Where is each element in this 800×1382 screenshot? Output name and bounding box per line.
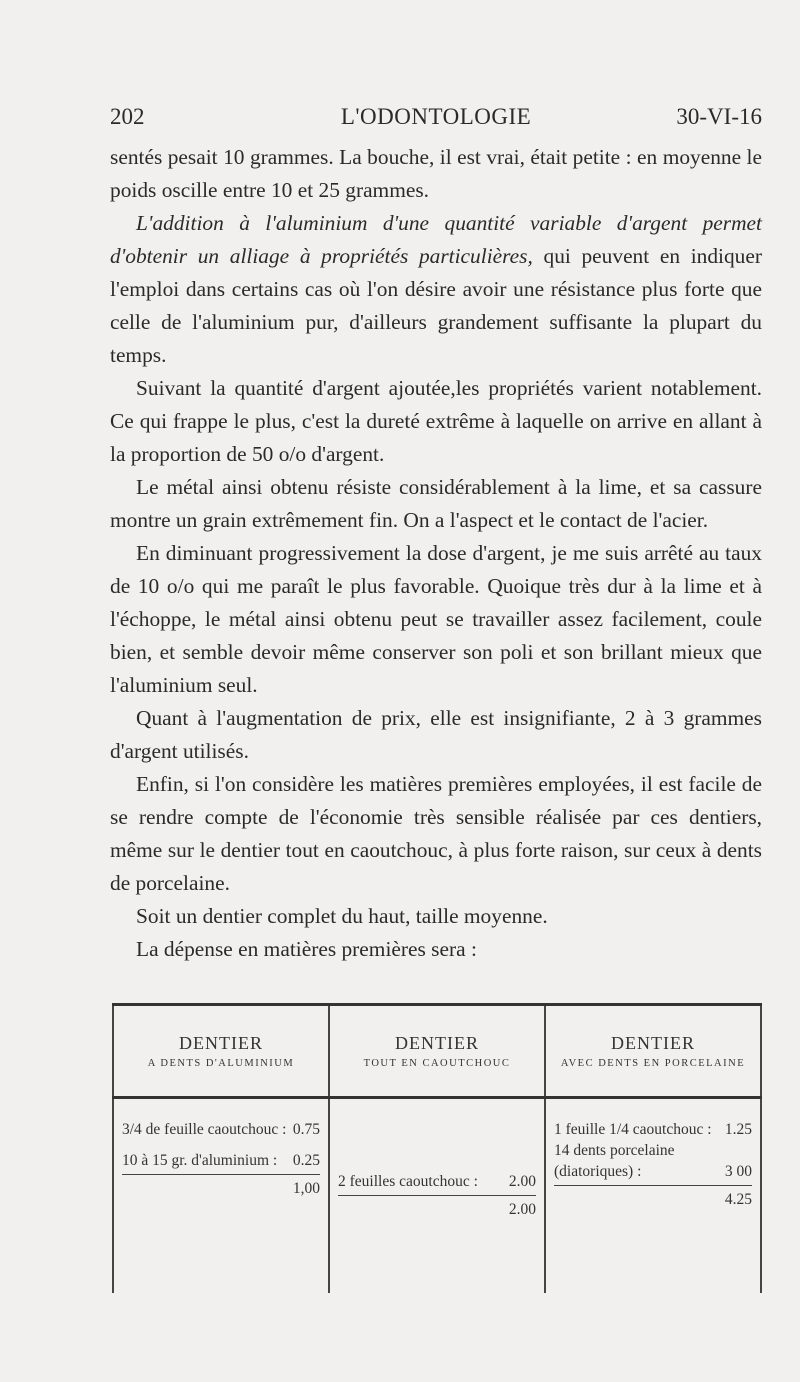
body-text <box>110 141 762 966</box>
materials-cost-table <box>112 1003 762 1293</box>
page-number: 202 <box>110 104 145 129</box>
cost-total: 1,00 <box>122 1174 320 1199</box>
cost-total: 2.00 <box>338 1195 536 1220</box>
paragraph: Soit un dentier complet du haut, taille moyenne. <box>136 904 548 928</box>
cost-line: 1 feuille 1/4 caoutchouc : 1.25 <box>554 1121 752 1138</box>
cost-line: 2 feuilles caoutchouc : 2.00 <box>338 1173 536 1190</box>
paragraph: La dépense en matières premières sera : <box>136 937 477 961</box>
italic-phrase: L'addition à l'aluminium d'une quantité variable d'argent permet d'obtenir un alliage à propriétés particulières, <box>110 211 762 268</box>
page-header <box>110 104 762 140</box>
paragraph: sentés pesait 10 grammes. La bouche, il est vrai, était petite : en moyenne le poids oscille entre 10 et 25 grammes. <box>110 145 762 202</box>
column-header: DENTIER A DENTS D'ALUMINIUM <box>113 1005 329 1098</box>
cost-total: 4.25 <box>554 1185 752 1210</box>
table-cell <box>113 1098 329 1294</box>
paragraph: L'addition à l'aluminium d'une quantité variable d'argent permet d'obtenir un alliage à propriétés particulières, qui peuvent en indiquer l'emploi dans certains cas où l'on désire avoir une résistance plus forte que celle de l'aluminium pur, d'ailleurs grandement suffisante la plupart du temps. <box>110 211 762 367</box>
paragraph: Enfin, si l'on considère les matières premières employées, il est facile de se rendre compte de l'économie très sensible réalisée par ces dentiers, même sur le dentier tout en caoutchouc, à plus forte raison, sur ceux à dents de porcelaine. <box>110 772 762 895</box>
column-header: DENTIER AVEC DENTS EN PORCELAINE <box>545 1005 761 1098</box>
paragraph: Le métal ainsi obtenu résiste considérablement à la lime, et sa cassure montre un grain extrêmement fin. On a l'aspect et le contact de l'acier. <box>110 475 762 532</box>
cost-line: 14 dents porcelaine (diatoriques) : 3 00 <box>554 1142 752 1180</box>
issue-date: 30-VI-16 <box>676 104 762 129</box>
cost-line: 10 à 15 gr. d'aluminium : 0.25 <box>122 1152 320 1169</box>
paragraph: En diminuant progressivement la dose d'argent, je me suis arrêté au taux de 10 o/o qui me paraît le plus favorable. Quoique très dur à la lime et à l'échoppe, le métal ainsi obtenu peut se travailler assez facilement, coule bien, et semble devoir même conserver son poli et son brillant mieux que l'aluminium seul. <box>110 541 762 697</box>
table-cell <box>545 1098 761 1294</box>
table-cell <box>329 1098 545 1294</box>
paragraph: Quant à l'augmentation de prix, elle est insignifiante, 2 à 3 grammes d'argent utilisés. <box>110 706 762 763</box>
cost-line: 3/4 de feuille caoutchouc : 0.75 <box>122 1121 320 1138</box>
paragraph: Suivant la quantité d'argent ajoutée,les propriétés varient notablement. Ce qui frappe le plus, c'est la dureté extrême à laquelle on arrive en allant à la proportion de 50 o/o d'argent. <box>110 376 762 466</box>
running-title: L'ODONTOLOGIE <box>340 104 532 129</box>
column-header: DENTIER TOUT EN CAOUTCHOUC <box>329 1005 545 1098</box>
